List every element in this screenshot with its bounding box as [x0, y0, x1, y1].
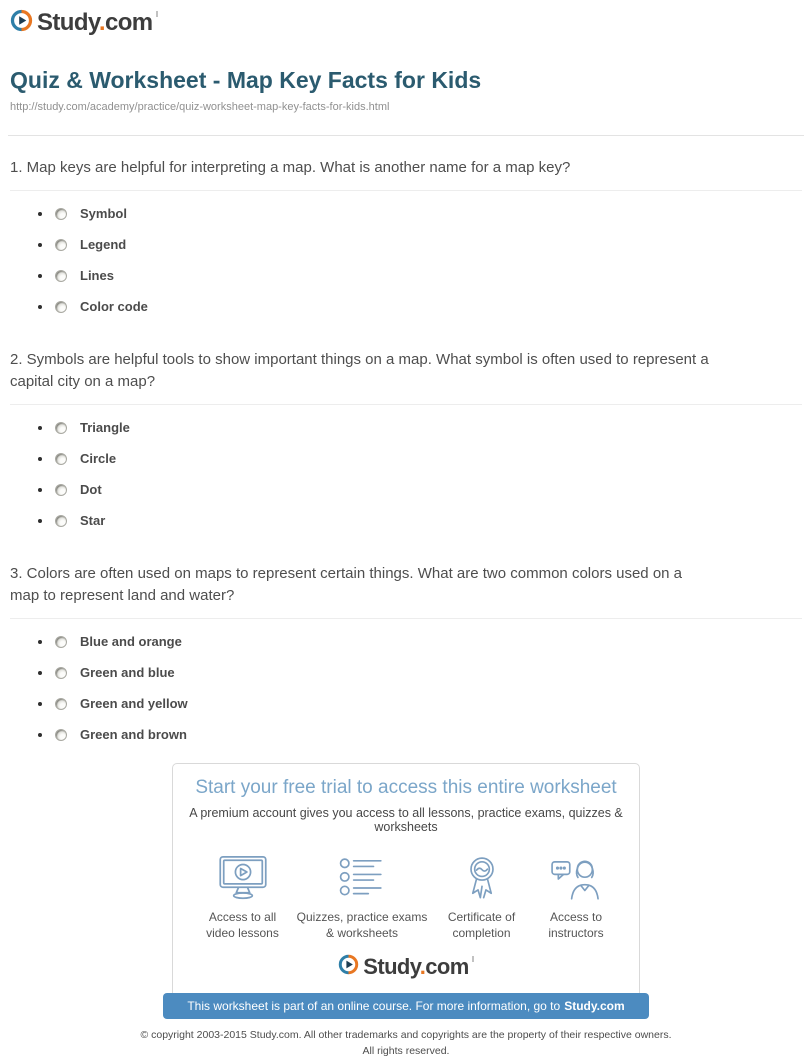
logo-word: Study.com	[363, 954, 469, 980]
bullet-icon	[38, 305, 42, 309]
page-title: Quiz & Worksheet - Map Key Facts for Kids	[10, 67, 482, 93]
banner-text: This worksheet is part of an online course. For more information, go to	[187, 999, 561, 1014]
question-text: 1. Map keys are helpful for interpreting a map. What is another name for a map key?	[10, 159, 571, 177]
bullet-icon	[38, 457, 42, 461]
question-1	[10, 157, 802, 313]
option-label[interactable]: Green and blue	[80, 665, 175, 681]
question-text: 2. Symbols are helpful tools to show important things on a map. What symbol is often used to represent a capital city on a map?	[10, 350, 709, 391]
feature-certificate	[434, 855, 529, 942]
study-play-icon	[10, 9, 33, 37]
question-2	[10, 349, 802, 527]
radio-button[interactable]	[55, 484, 67, 496]
radio-button[interactable]	[55, 301, 67, 313]
feature-list	[173, 855, 639, 942]
quiz-questions	[0, 157, 812, 741]
bullet-icon	[38, 702, 42, 706]
trademark-mark	[472, 956, 474, 962]
trial-subheading: A premium account gives you access to all lessons, practice exams, quizzes & worksheets	[189, 805, 623, 834]
option-label[interactable]: Lines	[80, 268, 114, 284]
page-url: http://study.com/academy/practice/quiz-worksheet-map-key-facts-for-kids.html	[10, 101, 390, 114]
instructor-chat-icon	[550, 855, 602, 901]
copyright-footer	[0, 1028, 812, 1058]
answer-option	[38, 484, 802, 496]
course-info-banner	[163, 993, 649, 1019]
answer-option	[38, 239, 802, 251]
question-text-row	[10, 349, 802, 405]
copyright-line-1: © copyright 2003-2015 Study.com. All other trademarks and copyrights are the property of their respective owners.	[140, 1029, 672, 1042]
feature-label: Certificate of completion	[447, 909, 516, 940]
answer-option	[38, 636, 802, 648]
question-text-row	[10, 563, 802, 619]
answer-option	[38, 729, 802, 741]
study-logo-small	[338, 954, 473, 980]
bullet-icon	[38, 274, 42, 278]
radio-button[interactable]	[55, 729, 67, 741]
question-3	[10, 563, 802, 741]
page-header	[0, 0, 812, 37]
option-label[interactable]: Green and brown	[80, 727, 187, 743]
bullet-icon	[38, 426, 42, 430]
radio-button[interactable]	[55, 208, 67, 220]
bullet-icon	[38, 212, 42, 216]
quiz-list-icon	[339, 855, 385, 901]
trial-heading: Start your free trial to access this entire worksheet	[195, 776, 617, 798]
logo-word: Study.com	[37, 9, 153, 36]
answer-options	[38, 208, 802, 313]
feature-video-lessons	[195, 855, 290, 942]
radio-button[interactable]	[55, 698, 67, 710]
feature-label: Access to instructors	[548, 909, 604, 940]
answer-option	[38, 208, 802, 220]
radio-button[interactable]	[55, 239, 67, 251]
answer-option	[38, 667, 802, 679]
trademark-mark	[156, 11, 158, 17]
radio-button[interactable]	[55, 270, 67, 282]
feature-label: Access to all video lessons	[206, 909, 279, 940]
answer-option	[38, 698, 802, 710]
bullet-icon	[38, 488, 42, 492]
option-label[interactable]: Color code	[80, 299, 148, 315]
option-label[interactable]: Star	[80, 513, 106, 529]
free-trial-card	[172, 763, 640, 1015]
radio-button[interactable]	[55, 422, 67, 434]
radio-button[interactable]	[55, 636, 67, 648]
radio-button[interactable]	[55, 453, 67, 465]
option-label[interactable]: Triangle	[80, 420, 130, 436]
copyright-line-2: All rights reserved.	[362, 1044, 450, 1057]
title-block	[0, 37, 812, 113]
bullet-icon	[38, 640, 42, 644]
study-logo[interactable]	[10, 9, 158, 37]
bullet-icon	[38, 733, 42, 737]
question-text-row	[10, 157, 802, 191]
bullet-icon	[38, 243, 42, 247]
certificate-ribbon-icon	[462, 855, 502, 901]
feature-quizzes-worksheets	[296, 855, 428, 942]
answer-option	[38, 301, 802, 313]
answer-option	[38, 515, 802, 527]
feature-label: Quizzes, practice exams & worksheets	[296, 909, 428, 940]
study-play-icon	[338, 954, 359, 980]
banner-study-link[interactable]: Study.com	[564, 999, 625, 1014]
answer-option	[38, 270, 802, 282]
answer-options	[38, 636, 802, 741]
option-label[interactable]: Symbol	[80, 206, 127, 222]
bullet-icon	[38, 519, 42, 523]
card-logo-row	[173, 954, 639, 980]
option-label[interactable]: Green and yellow	[80, 696, 188, 712]
feature-instructors	[535, 855, 617, 942]
answer-option	[38, 453, 802, 465]
question-text: 3. Colors are often used on maps to represent certain things. What are two common colors used on a map to represent land and water?	[10, 564, 683, 605]
option-label[interactable]: Blue and orange	[80, 634, 182, 650]
video-monitor-icon	[217, 855, 269, 901]
answer-option	[38, 422, 802, 434]
answer-options	[38, 422, 802, 527]
option-label[interactable]: Legend	[80, 237, 127, 253]
bullet-icon	[38, 671, 42, 675]
radio-button[interactable]	[55, 667, 67, 679]
option-label[interactable]: Dot	[80, 482, 102, 498]
option-label[interactable]: Circle	[80, 451, 117, 467]
radio-button[interactable]	[55, 515, 67, 527]
header-divider	[8, 135, 804, 136]
